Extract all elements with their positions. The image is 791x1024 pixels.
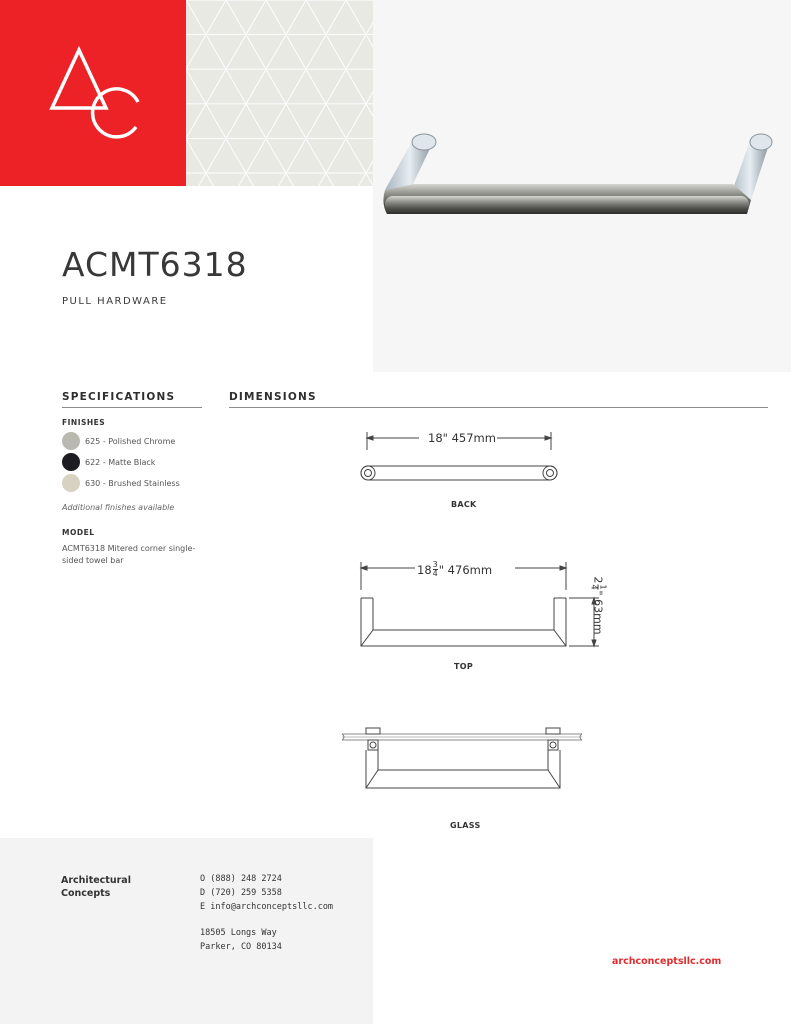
product-code: ACMT6318 bbox=[62, 245, 248, 284]
footer-panel bbox=[0, 838, 373, 1024]
email-link[interactable]: E info@archconceptsllc.com bbox=[200, 902, 334, 912]
office-phone[interactable]: O (888) 248 2724 bbox=[200, 874, 282, 884]
fraction-numerator: 3 bbox=[432, 560, 438, 569]
back-length-label: 18" 457mm bbox=[428, 431, 496, 445]
model-label: MODEL bbox=[62, 528, 95, 537]
address-line: Parker, CO 80134 bbox=[200, 942, 282, 952]
website-link[interactable]: archconceptsllc.com bbox=[612, 956, 722, 967]
specifications-rule bbox=[62, 407, 202, 408]
towel-bar-image bbox=[373, 0, 791, 372]
top-projection-label bbox=[590, 556, 607, 656]
address-line: 18505 Longs Way bbox=[200, 928, 277, 938]
length-fraction bbox=[433, 561, 438, 578]
finish-label: 622 - Matte Black bbox=[85, 457, 156, 467]
finish-item bbox=[62, 453, 155, 471]
company-line: Architectural bbox=[61, 875, 131, 886]
finish-label: 625 - Polished Chrome bbox=[85, 436, 176, 446]
model-line: ACMT6318 Mitered corner single- bbox=[62, 544, 196, 553]
address-block bbox=[200, 926, 282, 954]
additional-finishes-note: Additional finishes available bbox=[62, 503, 175, 512]
ac-logo-icon bbox=[0, 0, 186, 186]
company-line: Concepts bbox=[61, 888, 111, 899]
polished-chrome-swatch bbox=[62, 432, 80, 450]
finish-item bbox=[62, 432, 175, 450]
brushed-stainless-swatch bbox=[62, 474, 80, 492]
back-caption: BACK bbox=[451, 500, 477, 509]
projection-whole: 2 bbox=[591, 576, 605, 584]
fraction-denominator: 4 bbox=[589, 584, 599, 590]
triangle-pattern bbox=[186, 0, 373, 186]
projection-rest: " 63mm bbox=[591, 590, 605, 635]
product-category: PULL HARDWARE bbox=[62, 296, 168, 307]
fraction-numerator: 1 bbox=[598, 584, 608, 590]
length-rest: " 476mm bbox=[438, 562, 493, 577]
direct-phone[interactable]: D (720) 259 5358 bbox=[200, 888, 282, 898]
length-whole: 18 bbox=[417, 562, 432, 577]
company-name bbox=[61, 874, 131, 900]
model-line: sided towel bar bbox=[62, 556, 124, 565]
contact-block bbox=[200, 872, 333, 914]
top-caption: TOP bbox=[454, 662, 474, 671]
brand-logo-panel bbox=[0, 0, 186, 186]
specifications-heading: SPECIFICATIONS bbox=[62, 391, 176, 403]
top-length-label bbox=[417, 561, 492, 578]
finish-item bbox=[62, 474, 180, 492]
glass-caption: GLASS bbox=[450, 821, 481, 830]
product-photo bbox=[373, 0, 791, 372]
dimensions-rule bbox=[229, 407, 768, 408]
glass-view-drawing bbox=[338, 722, 588, 796]
model-description bbox=[62, 543, 195, 567]
dimensions-heading: DIMENSIONS bbox=[229, 391, 317, 403]
finish-label: 630 - Brushed Stainless bbox=[85, 478, 180, 488]
finishes-label: FINISHES bbox=[62, 418, 106, 427]
fraction-denominator: 4 bbox=[432, 569, 438, 578]
projection-fraction bbox=[590, 584, 607, 589]
matte-black-swatch bbox=[62, 453, 80, 471]
